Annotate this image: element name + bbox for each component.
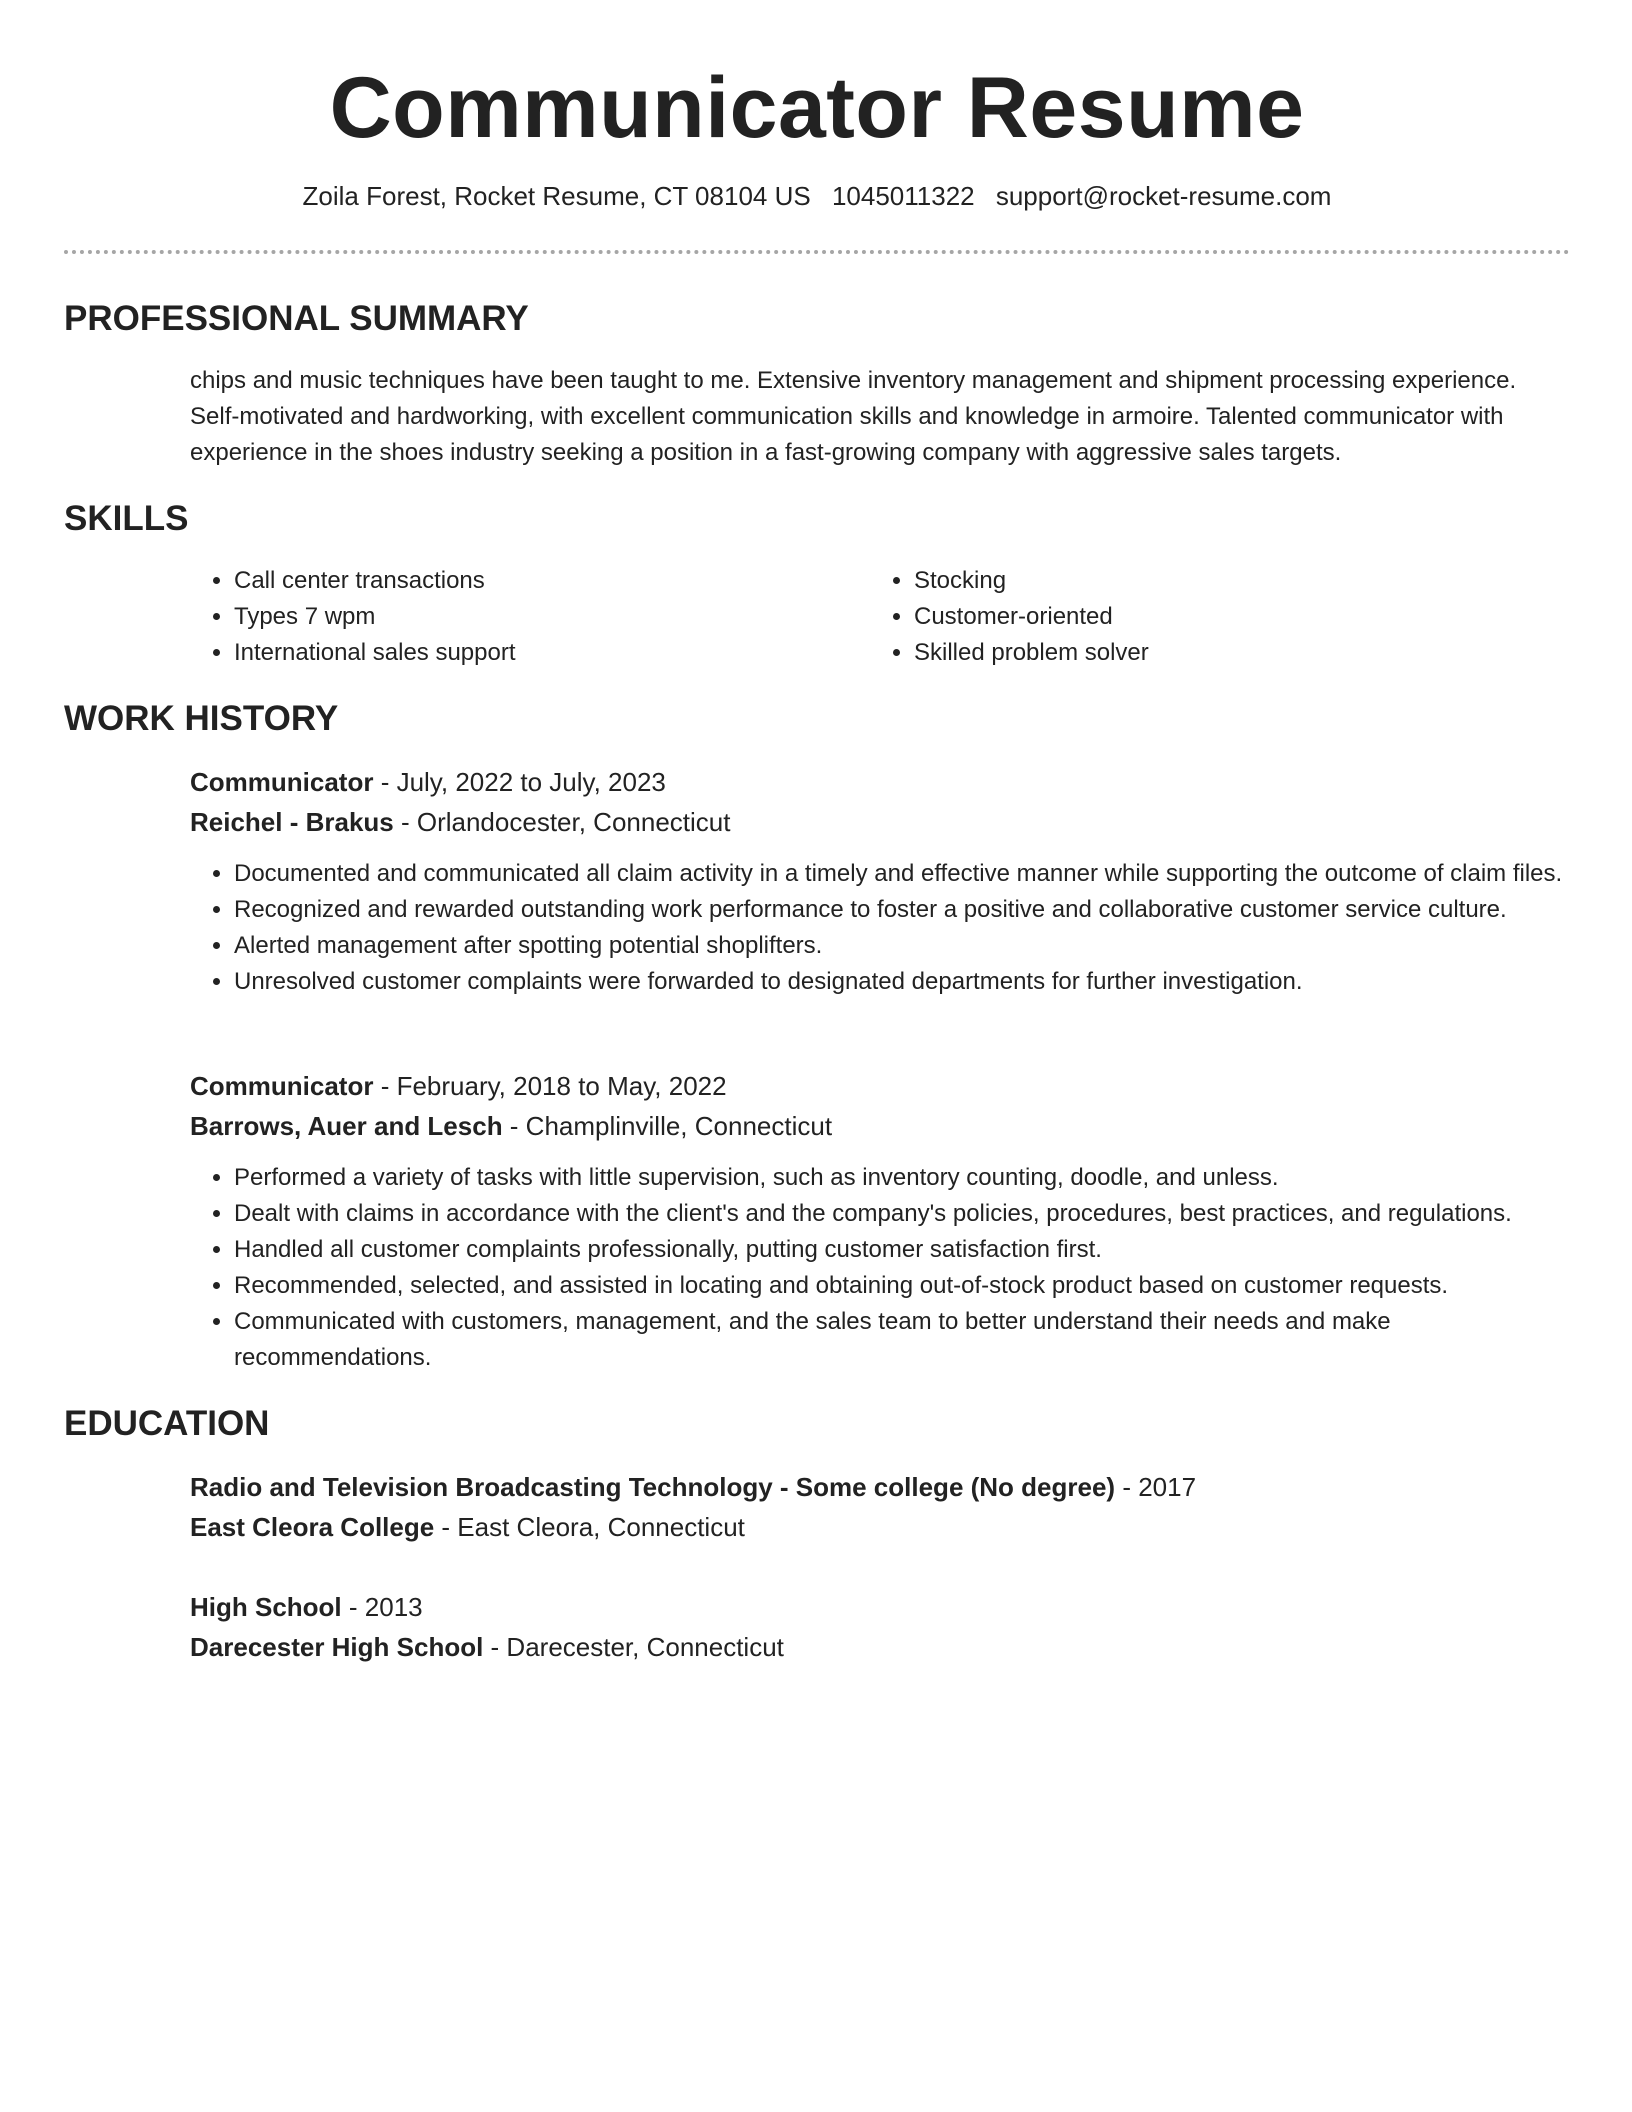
skills-column-left [190, 563, 870, 671]
job-title: Communicator [190, 1071, 374, 1101]
skill-item: • Types 7 wpm [234, 599, 870, 635]
education-degree-line [190, 1467, 1570, 1507]
job-bullet: • Recommended, selected, and assisted in locating and obtaining out-of-stock product based on customer requests. [234, 1268, 1570, 1304]
job-bullet: • Communicated with customers, management, and the sales team to better understand their needs and make recommendations. [234, 1304, 1570, 1376]
education-heading: EDUCATION [64, 1404, 270, 1443]
contact-address: Zoila Forest, Rocket Resume, CT 08104 US [302, 181, 811, 211]
skill-item: • Customer-oriented [914, 599, 1550, 635]
skills-column-right [870, 563, 1550, 671]
job-bullet: • Documented and communicated all claim activity in a timely and effective manner while supporting the outcome of claim files. [234, 856, 1570, 892]
job-bullet: • Dealt with claims in accordance with the client's and the company's policies, procedures, best practices, and regulations. [234, 1196, 1570, 1232]
education-year: - 2013 [341, 1592, 423, 1622]
skill-item: • Stocking [914, 563, 1550, 599]
job-company: Barrows, Auer and Lesch [190, 1111, 503, 1141]
job-company: Reichel - Brakus [190, 807, 394, 837]
education-location: - East Cleora, Connecticut [434, 1512, 745, 1542]
education-year: - 2017 [1115, 1472, 1197, 1502]
education-entry [190, 1587, 1570, 1667]
job-title-line [190, 762, 1570, 802]
job-title-line [190, 1066, 1570, 1106]
education-entry [190, 1467, 1570, 1547]
contact-line [64, 180, 1570, 212]
skills-section [190, 563, 1570, 671]
skill-item: • Call center transactions [234, 563, 870, 599]
skill-item: • International sales support [234, 635, 870, 671]
skills-heading: SKILLS [64, 499, 189, 538]
education-degree-line [190, 1587, 1570, 1627]
job-title: Communicator [190, 767, 374, 797]
summary-section [190, 363, 1570, 471]
summary-text: chips and music techniques have been taught to me. Extensive inventory management and shipment processing experience. Self-motivated and hardworking, with excellent communication skills and knowledge in armoire. Talented communicator with experience in the shoes industry seeking a position in a fast-growing company with aggressive sales targets. [190, 367, 1517, 466]
resume-title: Communicator Resume [329, 60, 1305, 156]
job-entry [190, 1066, 1570, 1376]
job-bullet: • Performed a variety of tasks with little supervision, such as inventory counting, doodle, and unless. [234, 1160, 1570, 1196]
job-company-line [190, 1106, 1570, 1146]
job-dates: - July, 2022 to July, 2023 [373, 767, 666, 797]
contact-phone: 1045011322 [831, 181, 975, 211]
education-degree: Radio and Television Broadcasting Technology - Some college (No degree) [190, 1472, 1116, 1502]
job-dates: - February, 2018 to May, 2022 [373, 1071, 727, 1101]
education-location: - Darecester, Connecticut [483, 1632, 784, 1662]
job-bullets [190, 856, 1570, 1000]
job-bullet: • Recognized and rewarded outstanding work performance to foster a positive and collaborative customer service culture. [234, 892, 1570, 928]
education-school-line [190, 1507, 1570, 1547]
summary-heading: PROFESSIONAL SUMMARY [64, 299, 529, 338]
education-school: East Cleora College [190, 1512, 435, 1542]
job-bullet: • Handled all customer complaints professionally, putting customer satisfaction first. [234, 1232, 1570, 1268]
job-bullet: • Unresolved customer complaints were forwarded to designated departments for further investigation. [234, 964, 1570, 1000]
education-school-line [190, 1627, 1570, 1667]
education-school: Darecester High School [190, 1632, 484, 1662]
job-bullet: • Alerted management after spotting potential shoplifters. [234, 928, 1570, 964]
job-entry [190, 762, 1570, 1000]
education-degree: High School [190, 1592, 342, 1622]
skill-item: • Skilled problem solver [914, 635, 1550, 671]
contact-email: support@rocket-resume.com [995, 181, 1332, 211]
header-divider [64, 250, 1570, 254]
work-history-heading: WORK HISTORY [64, 699, 339, 738]
job-bullets [190, 1160, 1570, 1376]
job-location: - Champlinville, Connecticut [502, 1111, 833, 1141]
job-company-line [190, 802, 1570, 842]
resume-page [64, 0, 1570, 1662]
job-location: - Orlandocester, Connecticut [393, 807, 731, 837]
